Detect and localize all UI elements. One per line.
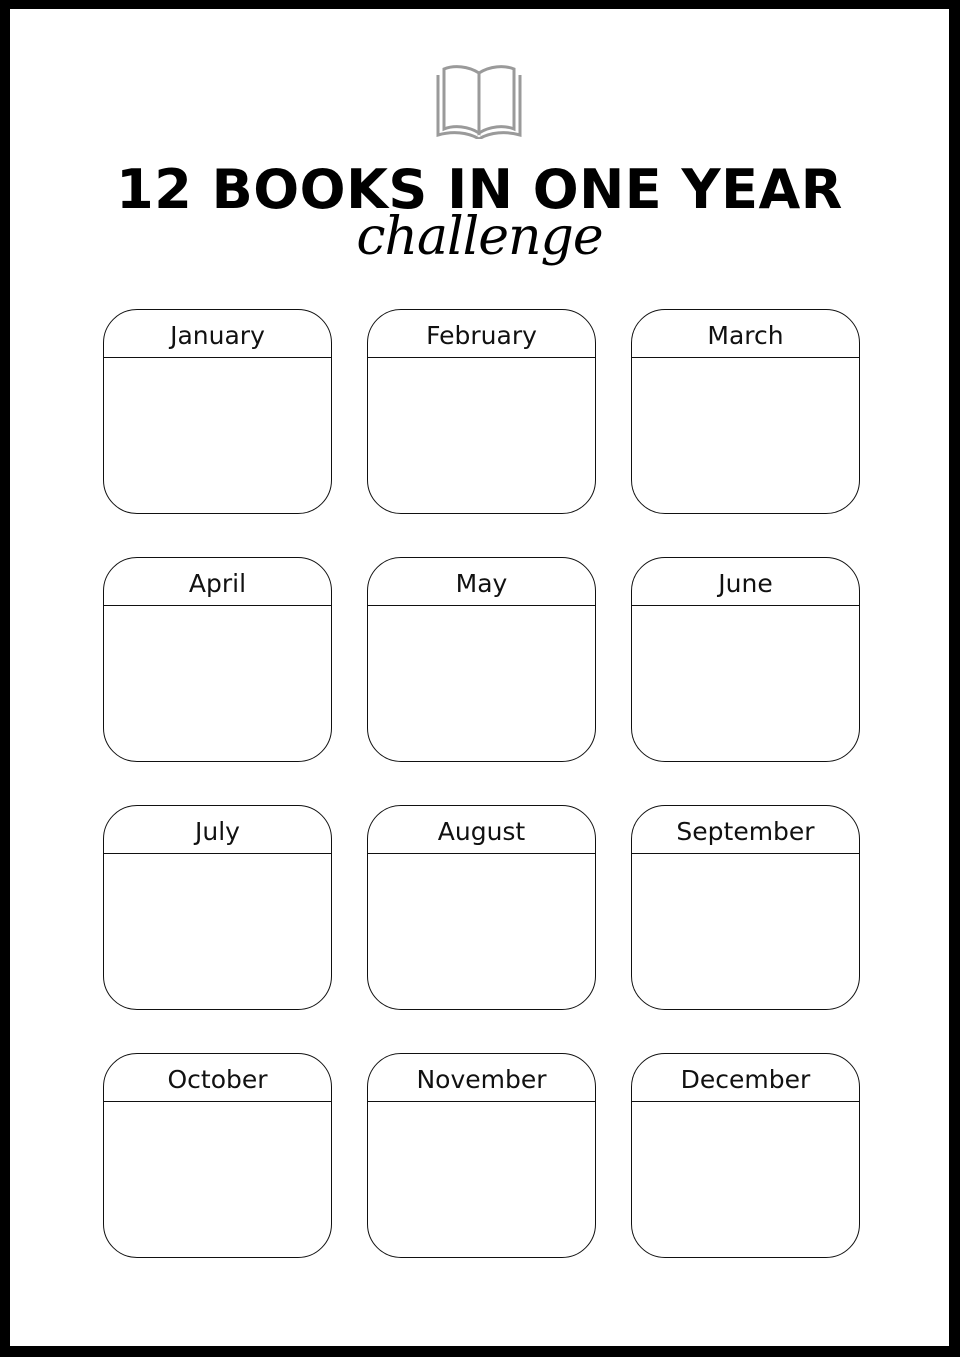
month-writing-area[interactable]: [368, 854, 595, 1009]
month-writing-area[interactable]: [632, 358, 859, 513]
month-writing-area[interactable]: [104, 854, 331, 1009]
month-header: [632, 1054, 859, 1102]
month-header: [368, 806, 595, 854]
month-label: December: [680, 1065, 811, 1094]
month-header: [632, 806, 859, 854]
month-label: May: [455, 569, 508, 598]
open-book-icon: [432, 53, 526, 139]
month-header: [632, 558, 859, 606]
month-writing-area[interactable]: [632, 854, 859, 1009]
month-writing-area[interactable]: [104, 606, 331, 761]
page-title: 12 BOOKS IN ONE YEAR: [116, 158, 843, 221]
month-card-october: [103, 1053, 332, 1258]
month-writing-area[interactable]: [368, 606, 595, 761]
month-label: August: [437, 817, 526, 846]
month-card-january: [103, 309, 332, 514]
month-label: February: [426, 321, 537, 350]
month-card-november: [367, 1053, 596, 1258]
month-writing-area[interactable]: [368, 358, 595, 513]
month-card-april: [103, 557, 332, 762]
month-card-february: [367, 309, 596, 514]
month-card-may: [367, 557, 596, 762]
month-label: March: [707, 321, 784, 350]
month-writing-area[interactable]: [104, 358, 331, 513]
month-card-september: [631, 805, 860, 1010]
month-label: January: [170, 321, 265, 350]
month-header: [104, 1054, 331, 1102]
month-writing-area[interactable]: [368, 1102, 595, 1257]
month-writing-area[interactable]: [632, 1102, 859, 1257]
month-label: September: [676, 817, 815, 846]
month-card-december: [631, 1053, 860, 1258]
month-label: November: [416, 1065, 547, 1094]
month-card-june: [631, 557, 860, 762]
month-card-july: [103, 805, 332, 1010]
month-card-august: [367, 805, 596, 1010]
month-label: April: [188, 569, 247, 598]
month-label: October: [167, 1065, 268, 1094]
page-subtitle: challenge: [356, 207, 603, 267]
month-writing-area[interactable]: [632, 606, 859, 761]
month-header: [104, 558, 331, 606]
month-card-march: [631, 309, 860, 514]
month-header: [632, 310, 859, 358]
month-header: [368, 310, 595, 358]
month-header: [368, 1054, 595, 1102]
month-header: [104, 806, 331, 854]
month-label: June: [718, 569, 773, 598]
month-header: [104, 310, 331, 358]
challenge-page: [10, 9, 949, 1346]
month-writing-area[interactable]: [104, 1102, 331, 1257]
month-header: [368, 558, 595, 606]
month-label: July: [195, 817, 240, 846]
